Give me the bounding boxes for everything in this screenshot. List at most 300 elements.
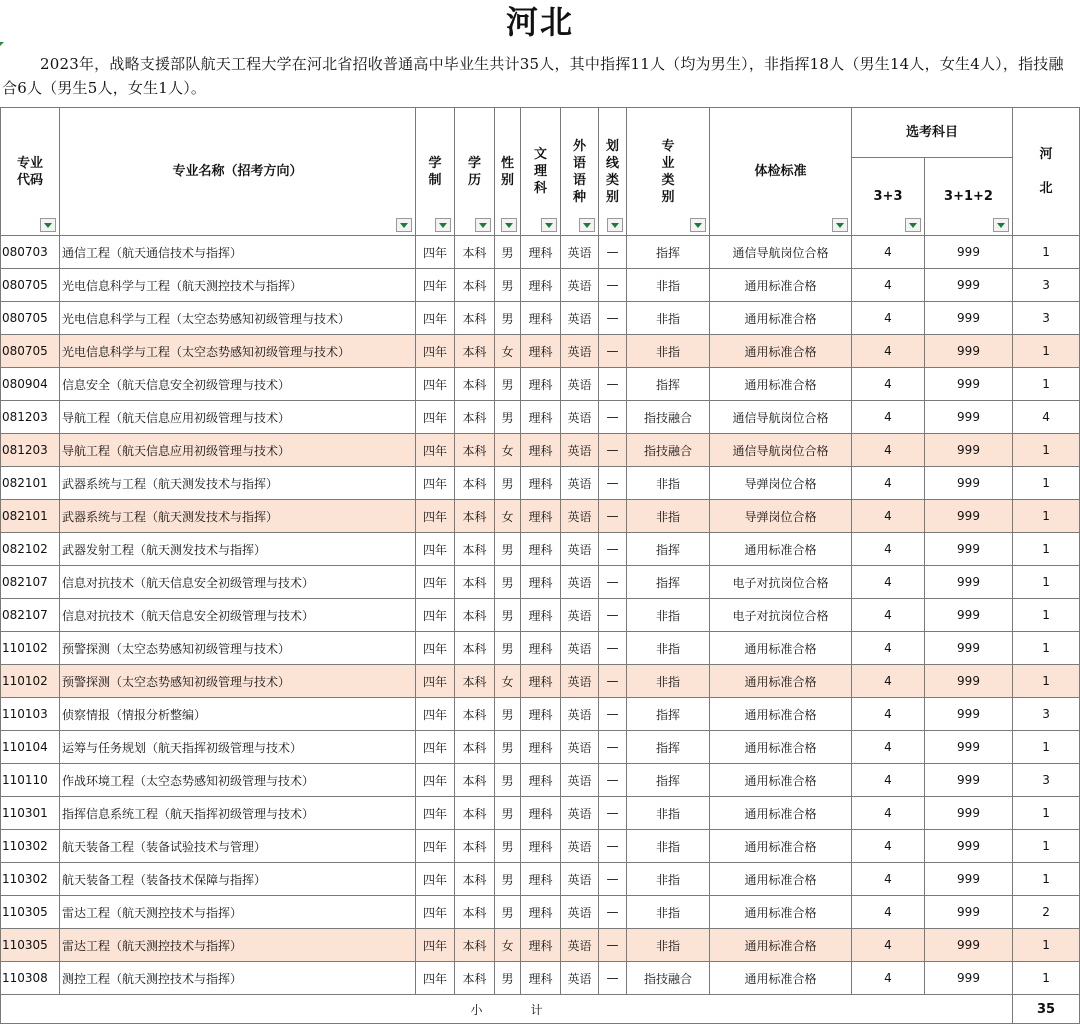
- row-major-type: 指挥: [627, 533, 710, 566]
- row-count: 1: [1013, 566, 1080, 599]
- row-sub-312: 999: [925, 335, 1013, 368]
- row-sub-33: 4: [852, 896, 925, 929]
- row-gender: 男: [495, 401, 521, 434]
- col-header-gender: [495, 108, 521, 236]
- row-major-type: 非指: [627, 830, 710, 863]
- row-physical: 通信导航岗位合格: [710, 434, 852, 467]
- row-degree: 本科: [455, 698, 495, 731]
- row-major-type: 非指: [627, 599, 710, 632]
- row-duration: 四年: [416, 236, 455, 269]
- row-code: 110102: [1, 632, 60, 665]
- row-degree: 本科: [455, 236, 495, 269]
- row-degree: 本科: [455, 269, 495, 302]
- row-track: 理科: [521, 269, 561, 302]
- row-duration: 四年: [416, 698, 455, 731]
- row-degree: 本科: [455, 797, 495, 830]
- row-name: 雷达工程（航天测控技术与指挥）: [60, 929, 416, 962]
- row-sub-312: 999: [925, 467, 1013, 500]
- row-sub-312: 999: [925, 566, 1013, 599]
- row-line-type: —: [599, 731, 627, 764]
- row-track: 理科: [521, 533, 561, 566]
- row-duration: 四年: [416, 434, 455, 467]
- table-row: [1, 698, 1080, 731]
- row-gender: 男: [495, 533, 521, 566]
- row-code: 110308: [1, 962, 60, 995]
- row-major-type: 非指: [627, 665, 710, 698]
- row-count: 4: [1013, 401, 1080, 434]
- row-sub-33: 4: [852, 797, 925, 830]
- header-major-type-text: 专 业 类 别: [661, 138, 675, 205]
- table-row: [1, 797, 1080, 830]
- col-header-line-type: [599, 108, 627, 236]
- row-degree: 本科: [455, 962, 495, 995]
- row-code: 080904: [1, 368, 60, 401]
- row-physical: 导弹岗位合格: [710, 500, 852, 533]
- row-sub-312: 999: [925, 698, 1013, 731]
- subtotal-value: 35: [1013, 995, 1080, 1024]
- row-physical: 通用标准合格: [710, 632, 852, 665]
- row-gender: 男: [495, 731, 521, 764]
- col-header-duration: [416, 108, 455, 236]
- row-duration: 四年: [416, 764, 455, 797]
- row-name: 通信工程（航天通信技术与指挥）: [60, 236, 416, 269]
- row-sub-33: 4: [852, 500, 925, 533]
- row-language: 英语: [561, 302, 599, 335]
- row-name: 武器系统与工程（航天测发技术与指挥）: [60, 467, 416, 500]
- row-degree: 本科: [455, 335, 495, 368]
- table-row: [1, 269, 1080, 302]
- row-language: 英语: [561, 368, 599, 401]
- row-name: 作战环境工程（太空态势感知初级管理与技术）: [60, 764, 416, 797]
- row-gender: 男: [495, 863, 521, 896]
- row-count: 1: [1013, 830, 1080, 863]
- row-duration: 四年: [416, 566, 455, 599]
- row-code: 110104: [1, 731, 60, 764]
- row-name: 指挥信息系统工程（航天指挥初级管理与技术）: [60, 797, 416, 830]
- row-language: 英语: [561, 797, 599, 830]
- row-gender: 男: [495, 368, 521, 401]
- row-language: 英语: [561, 863, 599, 896]
- row-major-type: 指技融合: [627, 401, 710, 434]
- row-gender: 男: [495, 269, 521, 302]
- row-track: 理科: [521, 764, 561, 797]
- row-name: 光电信息科学与工程（太空态势感知初级管理与技术）: [60, 335, 416, 368]
- row-physical: 通用标准合格: [710, 698, 852, 731]
- row-track: 理科: [521, 863, 561, 896]
- row-sub-33: 4: [852, 698, 925, 731]
- table-row: [1, 533, 1080, 566]
- row-track: 理科: [521, 929, 561, 962]
- row-code: 080705: [1, 302, 60, 335]
- header-track-text: 文 理 科: [533, 147, 547, 196]
- filter-dropdown-icon[interactable]: [832, 218, 848, 232]
- table-row: [1, 302, 1080, 335]
- row-degree: 本科: [455, 830, 495, 863]
- row-degree: 本科: [455, 566, 495, 599]
- table-row: [1, 665, 1080, 698]
- header-subjects-text: 选考科目: [906, 125, 959, 141]
- row-gender: 男: [495, 467, 521, 500]
- row-duration: 四年: [416, 401, 455, 434]
- table-row: [1, 632, 1080, 665]
- header-sub-312-text: 3+1+2: [944, 189, 993, 205]
- row-count: 3: [1013, 302, 1080, 335]
- row-major-type: 非指: [627, 632, 710, 665]
- row-physical: 通用标准合格: [710, 269, 852, 302]
- row-duration: 四年: [416, 599, 455, 632]
- row-physical: 通用标准合格: [710, 335, 852, 368]
- table-row: [1, 896, 1080, 929]
- row-language: 英语: [561, 434, 599, 467]
- table-row: [1, 599, 1080, 632]
- filter-dropdown-icon[interactable]: [905, 218, 921, 232]
- row-code: 082101: [1, 500, 60, 533]
- row-sub-312: 999: [925, 896, 1013, 929]
- row-sub-33: 4: [852, 302, 925, 335]
- row-major-type: 非指: [627, 896, 710, 929]
- row-line-type: —: [599, 698, 627, 731]
- row-degree: 本科: [455, 467, 495, 500]
- row-degree: 本科: [455, 434, 495, 467]
- row-major-type: 非指: [627, 269, 710, 302]
- row-physical: 通用标准合格: [710, 830, 852, 863]
- header-sub-33-text: 3+3: [873, 189, 903, 205]
- col-header-sub-33: [852, 158, 925, 236]
- row-track: 理科: [521, 434, 561, 467]
- col-header-name: [60, 108, 416, 236]
- filter-dropdown-icon[interactable]: [396, 218, 412, 232]
- row-code: 082107: [1, 599, 60, 632]
- row-name: 信息安全（航天信息安全初级管理与技术）: [60, 368, 416, 401]
- row-code: 081203: [1, 434, 60, 467]
- row-count: 1: [1013, 533, 1080, 566]
- row-gender: 男: [495, 764, 521, 797]
- row-line-type: —: [599, 302, 627, 335]
- row-sub-33: 4: [852, 269, 925, 302]
- row-code: 110302: [1, 830, 60, 863]
- row-degree: 本科: [455, 632, 495, 665]
- filter-dropdown-icon[interactable]: [690, 218, 706, 232]
- row-count: 1: [1013, 665, 1080, 698]
- col-header-sub-312: [925, 158, 1013, 236]
- row-language: 英语: [561, 830, 599, 863]
- filter-dropdown-icon[interactable]: [607, 218, 623, 232]
- page-title: 河北: [505, 3, 574, 41]
- row-line-type: —: [599, 797, 627, 830]
- row-duration: 四年: [416, 830, 455, 863]
- row-sub-312: 999: [925, 797, 1013, 830]
- row-code: 110103: [1, 698, 60, 731]
- row-degree: 本科: [455, 896, 495, 929]
- row-physical: 通用标准合格: [710, 302, 852, 335]
- row-count: 3: [1013, 698, 1080, 731]
- col-header-major-type: [627, 108, 710, 236]
- row-count: 1: [1013, 599, 1080, 632]
- row-count: 1: [1013, 632, 1080, 665]
- row-code: 110102: [1, 665, 60, 698]
- row-degree: 本科: [455, 368, 495, 401]
- col-header-province: [1013, 108, 1080, 236]
- row-name: 预警探测（太空态势感知初级管理与技术）: [60, 632, 416, 665]
- row-name: 航天装备工程（装备试验技术与管理）: [60, 830, 416, 863]
- row-count: 1: [1013, 797, 1080, 830]
- header-physical-text: 体检标准: [754, 164, 807, 179]
- row-count: 1: [1013, 368, 1080, 401]
- row-code: 110305: [1, 929, 60, 962]
- row-physical: 通用标准合格: [710, 533, 852, 566]
- filter-dropdown-icon[interactable]: [579, 218, 595, 232]
- row-physical: 通用标准合格: [710, 797, 852, 830]
- row-name: 光电信息科学与工程（航天测控技术与指挥）: [60, 269, 416, 302]
- row-language: 英语: [561, 566, 599, 599]
- row-line-type: —: [599, 434, 627, 467]
- row-name: 侦察情报（情报分析整编）: [60, 698, 416, 731]
- row-language: 英语: [561, 269, 599, 302]
- table-row: [1, 764, 1080, 797]
- row-duration: 四年: [416, 863, 455, 896]
- row-major-type: 指挥: [627, 764, 710, 797]
- col-header-code: [1, 108, 60, 236]
- row-duration: 四年: [416, 500, 455, 533]
- table-row: [1, 566, 1080, 599]
- row-name: 信息对抗技术（航天信息安全初级管理与技术）: [60, 599, 416, 632]
- row-physical: 通用标准合格: [710, 731, 852, 764]
- row-line-type: —: [599, 599, 627, 632]
- row-count: 3: [1013, 764, 1080, 797]
- row-sub-33: 4: [852, 434, 925, 467]
- row-code: 080705: [1, 269, 60, 302]
- row-gender: 男: [495, 302, 521, 335]
- row-track: 理科: [521, 566, 561, 599]
- header-degree-text: 学 历: [467, 155, 481, 188]
- row-gender: 男: [495, 599, 521, 632]
- row-line-type: —: [599, 368, 627, 401]
- row-count: 1: [1013, 929, 1080, 962]
- row-sub-312: 999: [925, 632, 1013, 665]
- row-duration: 四年: [416, 896, 455, 929]
- filter-dropdown-icon[interactable]: [40, 218, 56, 232]
- filter-dropdown-icon[interactable]: [993, 218, 1009, 232]
- table-row: [1, 401, 1080, 434]
- row-name: 运筹与任务规划（航天指挥初级管理与技术）: [60, 731, 416, 764]
- row-code: 110302: [1, 863, 60, 896]
- row-gender: 男: [495, 830, 521, 863]
- row-sub-33: 4: [852, 632, 925, 665]
- row-line-type: —: [599, 269, 627, 302]
- row-language: 英语: [561, 632, 599, 665]
- row-major-type: 指挥: [627, 566, 710, 599]
- row-physical: 通用标准合格: [710, 962, 852, 995]
- row-degree: 本科: [455, 764, 495, 797]
- row-sub-33: 4: [852, 467, 925, 500]
- row-degree: 本科: [455, 665, 495, 698]
- row-physical: 通用标准合格: [710, 929, 852, 962]
- row-language: 英语: [561, 236, 599, 269]
- row-sub-312: 999: [925, 434, 1013, 467]
- col-header-subjects: [852, 108, 1013, 158]
- row-duration: 四年: [416, 731, 455, 764]
- row-count: 3: [1013, 269, 1080, 302]
- row-language: 英语: [561, 500, 599, 533]
- row-line-type: —: [599, 236, 627, 269]
- row-major-type: 指挥: [627, 698, 710, 731]
- row-sub-33: 4: [852, 566, 925, 599]
- row-duration: 四年: [416, 962, 455, 995]
- filter-dropdown-icon[interactable]: [475, 218, 491, 232]
- row-name: 测控工程（航天测控技术与指挥）: [60, 962, 416, 995]
- row-degree: 本科: [455, 533, 495, 566]
- row-track: 理科: [521, 500, 561, 533]
- row-sub-33: 4: [852, 335, 925, 368]
- subtotal-label: 小 计: [1, 995, 1013, 1024]
- row-name: 导航工程（航天信息应用初级管理与技术）: [60, 401, 416, 434]
- row-sub-33: 4: [852, 731, 925, 764]
- row-gender: 女: [495, 500, 521, 533]
- table-row: [1, 731, 1080, 764]
- row-physical: 通信导航岗位合格: [710, 401, 852, 434]
- row-gender: 男: [495, 797, 521, 830]
- row-code: 082107: [1, 566, 60, 599]
- row-name: 预警探测（太空态势感知初级管理与技术）: [60, 665, 416, 698]
- row-gender: 男: [495, 566, 521, 599]
- row-duration: 四年: [416, 335, 455, 368]
- row-language: 英语: [561, 698, 599, 731]
- row-major-type: 非指: [627, 797, 710, 830]
- row-sub-312: 999: [925, 236, 1013, 269]
- row-line-type: —: [599, 566, 627, 599]
- row-degree: 本科: [455, 929, 495, 962]
- table-row: [1, 863, 1080, 896]
- row-degree: 本科: [455, 863, 495, 896]
- header-line-type-text: 划 线 类 别: [605, 138, 619, 205]
- row-count: 1: [1013, 467, 1080, 500]
- table-row: [1, 434, 1080, 467]
- table-row: [1, 962, 1080, 995]
- row-code: 110301: [1, 797, 60, 830]
- row-sub-33: 4: [852, 764, 925, 797]
- col-header-degree: [455, 108, 495, 236]
- row-count: 1: [1013, 962, 1080, 995]
- row-track: 理科: [521, 830, 561, 863]
- row-count: 1: [1013, 731, 1080, 764]
- row-major-type: 非指: [627, 302, 710, 335]
- cell-marker: [0, 42, 4, 46]
- row-sub-312: 999: [925, 269, 1013, 302]
- header-duration-text: 学 制: [428, 155, 442, 188]
- row-duration: 四年: [416, 632, 455, 665]
- row-track: 理科: [521, 731, 561, 764]
- row-duration: 四年: [416, 269, 455, 302]
- row-physical: 通用标准合格: [710, 863, 852, 896]
- row-duration: 四年: [416, 467, 455, 500]
- row-code: 081203: [1, 401, 60, 434]
- row-duration: 四年: [416, 368, 455, 401]
- row-physical: 电子对抗岗位合格: [710, 566, 852, 599]
- row-line-type: —: [599, 533, 627, 566]
- row-sub-33: 4: [852, 368, 925, 401]
- row-physical: 通用标准合格: [710, 896, 852, 929]
- row-physical: 导弹岗位合格: [710, 467, 852, 500]
- col-header-physical: [710, 108, 852, 236]
- row-language: 英语: [561, 731, 599, 764]
- row-sub-312: 999: [925, 962, 1013, 995]
- row-line-type: —: [599, 401, 627, 434]
- table-body: [1, 236, 1080, 995]
- row-sub-312: 999: [925, 665, 1013, 698]
- row-language: 英语: [561, 929, 599, 962]
- row-language: 英语: [561, 599, 599, 632]
- row-line-type: —: [599, 632, 627, 665]
- row-line-type: —: [599, 335, 627, 368]
- row-gender: 男: [495, 698, 521, 731]
- row-line-type: —: [599, 665, 627, 698]
- row-line-type: —: [599, 830, 627, 863]
- row-track: 理科: [521, 401, 561, 434]
- row-language: 英语: [561, 401, 599, 434]
- row-gender: 男: [495, 632, 521, 665]
- row-sub-33: 4: [852, 401, 925, 434]
- row-track: 理科: [521, 797, 561, 830]
- row-line-type: —: [599, 962, 627, 995]
- row-sub-33: 4: [852, 665, 925, 698]
- row-track: 理科: [521, 368, 561, 401]
- row-sub-33: 4: [852, 929, 925, 962]
- row-gender: 女: [495, 335, 521, 368]
- row-language: 英语: [561, 467, 599, 500]
- row-physical: 通信导航岗位合格: [710, 236, 852, 269]
- intro-paragraph: 2023年，战略支援部队航天工程大学在河北省招收普通高中毕业生共计35人，其中指挥11人（均为男生），非指挥18人（男生14人，女生4人），指技融合6人（男生5人，女生1人）。: [2, 55, 1064, 97]
- row-duration: 四年: [416, 665, 455, 698]
- row-language: 英语: [561, 335, 599, 368]
- row-code: 110305: [1, 896, 60, 929]
- filter-dropdown-icon[interactable]: [541, 218, 557, 232]
- row-code: 080703: [1, 236, 60, 269]
- row-track: 理科: [521, 236, 561, 269]
- table-row: [1, 929, 1080, 962]
- row-language: 英语: [561, 533, 599, 566]
- table-row: [1, 236, 1080, 269]
- row-physical: 通用标准合格: [710, 665, 852, 698]
- row-duration: 四年: [416, 797, 455, 830]
- row-track: 理科: [521, 665, 561, 698]
- row-line-type: —: [599, 896, 627, 929]
- row-count: 1: [1013, 236, 1080, 269]
- col-header-language: [561, 108, 599, 236]
- row-major-type: 指挥: [627, 368, 710, 401]
- row-sub-33: 4: [852, 863, 925, 896]
- filter-dropdown-icon[interactable]: [501, 218, 517, 232]
- row-sub-312: 999: [925, 929, 1013, 962]
- row-sub-312: 999: [925, 401, 1013, 434]
- filter-dropdown-icon[interactable]: [435, 218, 451, 232]
- row-physical: 通用标准合格: [710, 368, 852, 401]
- row-language: 英语: [561, 962, 599, 995]
- row-line-type: —: [599, 863, 627, 896]
- header-language-text: 外 语 语 种: [572, 138, 586, 205]
- row-track: 理科: [521, 467, 561, 500]
- row-count: 1: [1013, 500, 1080, 533]
- row-code: 082101: [1, 467, 60, 500]
- row-name: 航天装备工程（装备技术保障与指挥）: [60, 863, 416, 896]
- table-row: [1, 368, 1080, 401]
- header-province-text: 河 北: [1039, 147, 1053, 196]
- row-sub-312: 999: [925, 500, 1013, 533]
- row-degree: 本科: [455, 500, 495, 533]
- row-code: 080705: [1, 335, 60, 368]
- row-language: 英语: [561, 764, 599, 797]
- header-code-text: 专业 代码: [16, 155, 43, 188]
- header-gender-text: 性 别: [500, 155, 514, 188]
